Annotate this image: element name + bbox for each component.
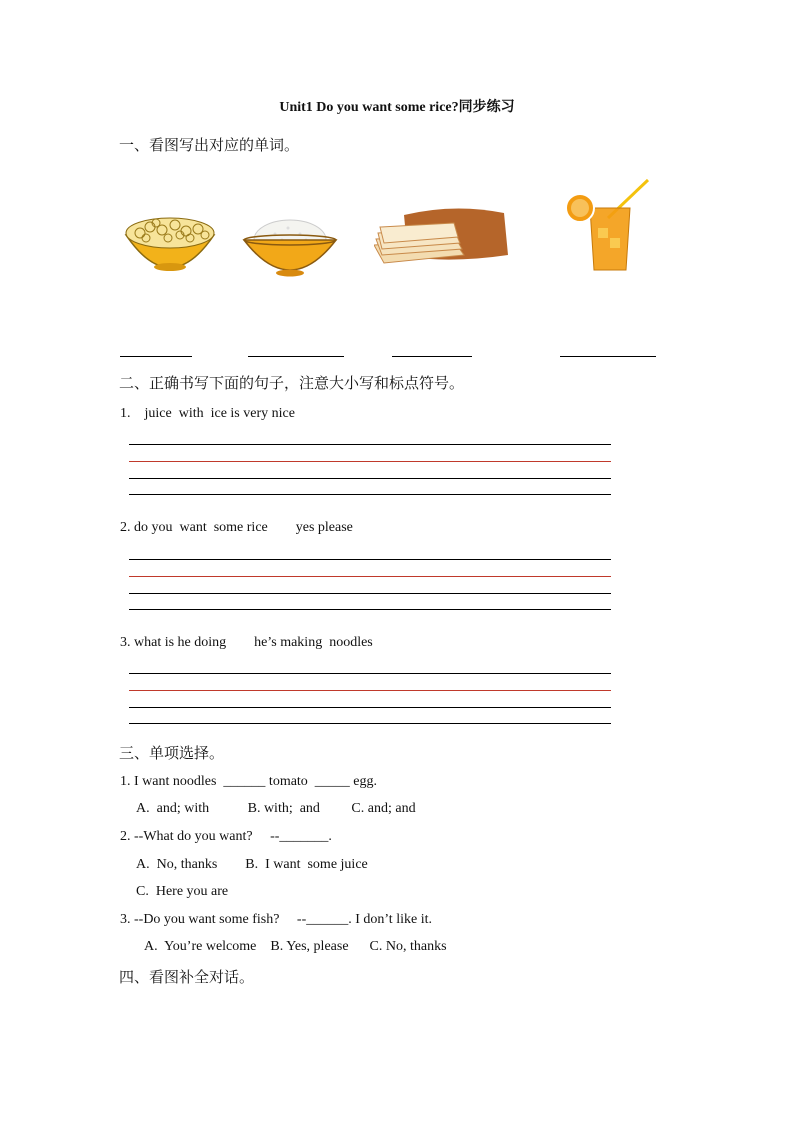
page-title: Unit1 Do you want some rice?同步练习 xyxy=(279,100,515,115)
answer-line-3[interactable] xyxy=(392,356,472,357)
sentence-3: 3. what is he doing he’s making noodles xyxy=(120,635,373,650)
writing-lines-3[interactable] xyxy=(129,673,611,725)
question-3: 3. --Do you want some fish? --______. I don’t like it. xyxy=(120,912,432,927)
question-1-options: A. and; with B. with; and C. and; and xyxy=(136,801,416,816)
juice-glass-icon xyxy=(558,178,658,273)
question-3-options: A. You’re welcome B. Yes, please C. No, thanks xyxy=(144,939,447,954)
section2-heading: 二、正确书写下面的句子，注意大小写和标点符号。 xyxy=(119,374,465,392)
noodles-bowl-icon xyxy=(120,205,220,280)
question-2: 2. --What do you want? --_______. xyxy=(120,829,332,844)
bread-icon xyxy=(374,205,512,270)
sentence-2: 2. do you want some rice yes please xyxy=(120,520,353,535)
sentence-1: 1. juice with ice is very nice xyxy=(120,406,295,421)
writing-lines-1[interactable] xyxy=(129,444,611,496)
answer-line-4[interactable] xyxy=(560,356,656,357)
rice-bowl-icon xyxy=(240,210,340,280)
answer-line-2[interactable] xyxy=(248,356,344,357)
section1-heading: 一、看图写出对应的单词。 xyxy=(119,136,300,154)
question-1: 1. I want noodles ______ tomato _____ egg. xyxy=(120,774,378,789)
answer-line-1[interactable] xyxy=(120,356,192,357)
question-2-options-c: C. Here you are xyxy=(136,884,229,899)
section4-heading: 四、看图补全对话。 xyxy=(119,968,255,986)
writing-lines-2[interactable] xyxy=(129,559,611,611)
section3-heading: 三、单项选择。 xyxy=(119,744,225,762)
question-2-options-a-b: A. No, thanks B. I want some juice xyxy=(136,857,368,872)
